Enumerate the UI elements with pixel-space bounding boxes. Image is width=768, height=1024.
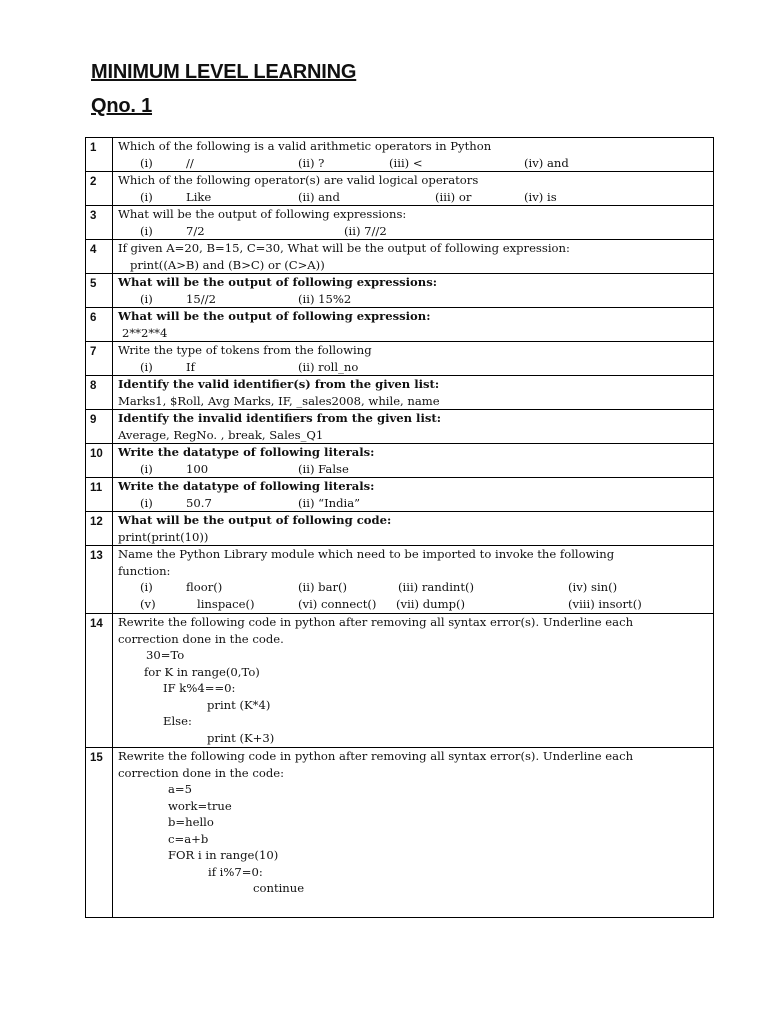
option-value: (ii) “India” — [298, 495, 361, 510]
option-label: (v) — [140, 596, 156, 611]
question-text: Rewrite the following code in python after removing all syntax error(s). Underline each — [118, 615, 634, 629]
table-row — [86, 748, 714, 918]
code-line: b=hello — [168, 815, 214, 829]
question-set-heading: Qno. 1 — [91, 95, 153, 117]
question-cell — [113, 512, 714, 546]
options-line — [118, 495, 709, 512]
identifier-list: Average, RegNo. , break, Sales_Q1 — [118, 427, 324, 442]
question-number: 6 — [86, 308, 113, 342]
question-number: 13 — [86, 546, 113, 614]
question-number: 15 — [86, 748, 113, 918]
question-text: Write the datatype of following literals: — [118, 445, 375, 459]
options-line — [118, 155, 709, 172]
option-value: If — [186, 359, 195, 374]
table-row — [86, 342, 714, 376]
options-line — [118, 189, 709, 206]
options-line — [118, 596, 709, 613]
options-line — [118, 359, 709, 376]
option-label: (i) — [140, 495, 153, 510]
question-cell — [113, 376, 714, 410]
question-text-cont: correction done in the code. — [118, 631, 284, 646]
option-value: (ii) ? — [298, 155, 325, 170]
question-number: 8 — [86, 376, 113, 410]
question-text: What will be the output of following expressions: — [118, 275, 438, 289]
question-text: Rewrite the following code in python after removing all syntax error(s). Underline each — [118, 749, 634, 763]
table-row — [86, 478, 714, 512]
option-value: (ii) and — [298, 189, 340, 204]
option-label: (i) — [140, 189, 153, 204]
code-line: FOR i in range(10) — [168, 848, 279, 862]
option-value: (iii) randint() — [398, 580, 475, 594]
code-line: continue — [253, 881, 305, 895]
table-row — [86, 512, 714, 546]
option-value: (ii) 7//2 — [344, 223, 387, 238]
option-value: (vii) dump() — [396, 596, 466, 611]
question-number: 11 — [86, 478, 113, 512]
question-text: Which of the following is a valid arithmetic operators in Python — [118, 139, 492, 153]
document-title: MINIMUM LEVEL LEARNING — [91, 61, 357, 83]
question-number: 4 — [86, 240, 113, 274]
option-value: (viii) insort() — [568, 596, 642, 611]
code-line: Else: — [163, 714, 192, 728]
question-number: 10 — [86, 444, 113, 478]
options-line — [118, 579, 709, 596]
question-text: What will be the output of following expression: — [118, 309, 431, 323]
option-value: (ii) 15%2 — [298, 291, 352, 306]
option-value: (iii) or — [435, 189, 472, 204]
code-line: work=true — [168, 798, 232, 813]
code-line: if i%7=0: — [208, 864, 263, 879]
question-text: Name the Python Library module which need to be imported to invoke the following — [118, 547, 615, 561]
table-row — [86, 172, 714, 206]
table-row — [86, 444, 714, 478]
table-row — [86, 308, 714, 342]
question-number: 2 — [86, 172, 113, 206]
question-number: 7 — [86, 342, 113, 376]
question-number: 12 — [86, 512, 113, 546]
options-line — [118, 291, 709, 308]
question-number: 14 — [86, 614, 113, 748]
question-cell — [113, 342, 714, 376]
question-text: What will be the output of following expressions: — [118, 207, 407, 221]
code-line: print (K+3) — [207, 730, 275, 745]
option-label: (i) — [140, 580, 153, 594]
table-row — [86, 274, 714, 308]
table-row — [86, 410, 714, 444]
identifier-list: Marks1, $Roll, Avg Marks, IF, _sales2008, while, name — [118, 393, 440, 408]
code-line: a=5 — [168, 782, 193, 796]
options-line — [118, 461, 709, 478]
code-line: print (K*4) — [207, 697, 271, 712]
table-row — [86, 376, 714, 410]
option-value: (iii) < — [389, 155, 423, 170]
option-value: floor() — [186, 580, 223, 594]
code-line: print(print(10)) — [118, 529, 209, 544]
question-cell — [113, 614, 714, 748]
options-line — [118, 223, 709, 240]
question-text: Which of the following operator(s) are valid logical operators — [118, 173, 479, 187]
option-value: 7/2 — [186, 223, 205, 238]
table-row — [86, 614, 714, 748]
question-text-cont: correction done in the code: — [118, 765, 285, 780]
question-text: Identify the invalid identifiers from the given list: — [118, 411, 442, 425]
question-number: 5 — [86, 274, 113, 308]
question-cell — [113, 172, 714, 206]
question-cell — [113, 274, 714, 308]
option-value: 15//2 — [186, 291, 216, 306]
code-line: 30=To — [146, 648, 185, 662]
option-label: (i) — [140, 223, 153, 238]
question-cell — [113, 444, 714, 478]
option-value: linspace() — [197, 596, 255, 611]
option-value: 100 — [186, 461, 209, 476]
question-cell — [113, 546, 714, 614]
expression-line: 2**2**4 — [122, 325, 168, 340]
table-row — [86, 240, 714, 274]
question-cell — [113, 206, 714, 240]
option-value: (vi) connect() — [298, 596, 377, 611]
table-row — [86, 546, 714, 614]
option-value: Like — [186, 189, 212, 204]
question-text: Write the datatype of following literals: — [118, 479, 375, 493]
option-label: (i) — [140, 155, 153, 170]
option-label: (i) — [140, 291, 153, 306]
option-value: (iv) is — [524, 189, 557, 204]
option-value: 50.7 — [186, 495, 212, 510]
question-text: If given A=20, B=15, C=30, What will be the output of following expression: — [118, 241, 570, 255]
option-value: (ii) False — [298, 461, 349, 476]
question-table — [85, 137, 714, 918]
option-value: (iv) sin() — [568, 580, 618, 594]
code-line: for K in range(0,To) — [144, 664, 260, 679]
question-number: 3 — [86, 206, 113, 240]
question-number: 1 — [86, 138, 113, 172]
question-cell — [113, 410, 714, 444]
code-line: c=a+b — [168, 831, 209, 846]
option-label: (i) — [140, 359, 153, 374]
question-cell — [113, 308, 714, 342]
question-text: Identify the valid identifier(s) from the given list: — [118, 377, 440, 391]
question-cell — [113, 748, 714, 918]
option-value: (iv) and — [524, 155, 569, 170]
question-number: 9 — [86, 410, 113, 444]
question-cell — [113, 240, 714, 274]
option-value: (ii) bar() — [298, 580, 348, 594]
question-text: What will be the output of following code: — [118, 513, 392, 527]
option-value: // — [186, 155, 194, 170]
option-label: (i) — [140, 461, 153, 476]
expression-line: print((A>B) and (B>C) or (C>A)) — [130, 257, 325, 272]
question-cell — [113, 138, 714, 172]
table-row — [86, 206, 714, 240]
table-row — [86, 138, 714, 172]
option-value: (ii) roll_no — [298, 359, 359, 374]
code-line: IF k%4==0: — [163, 681, 236, 695]
question-text: Write the type of tokens from the following — [118, 343, 372, 357]
question-text-cont: function: — [118, 563, 171, 578]
question-cell — [113, 478, 714, 512]
